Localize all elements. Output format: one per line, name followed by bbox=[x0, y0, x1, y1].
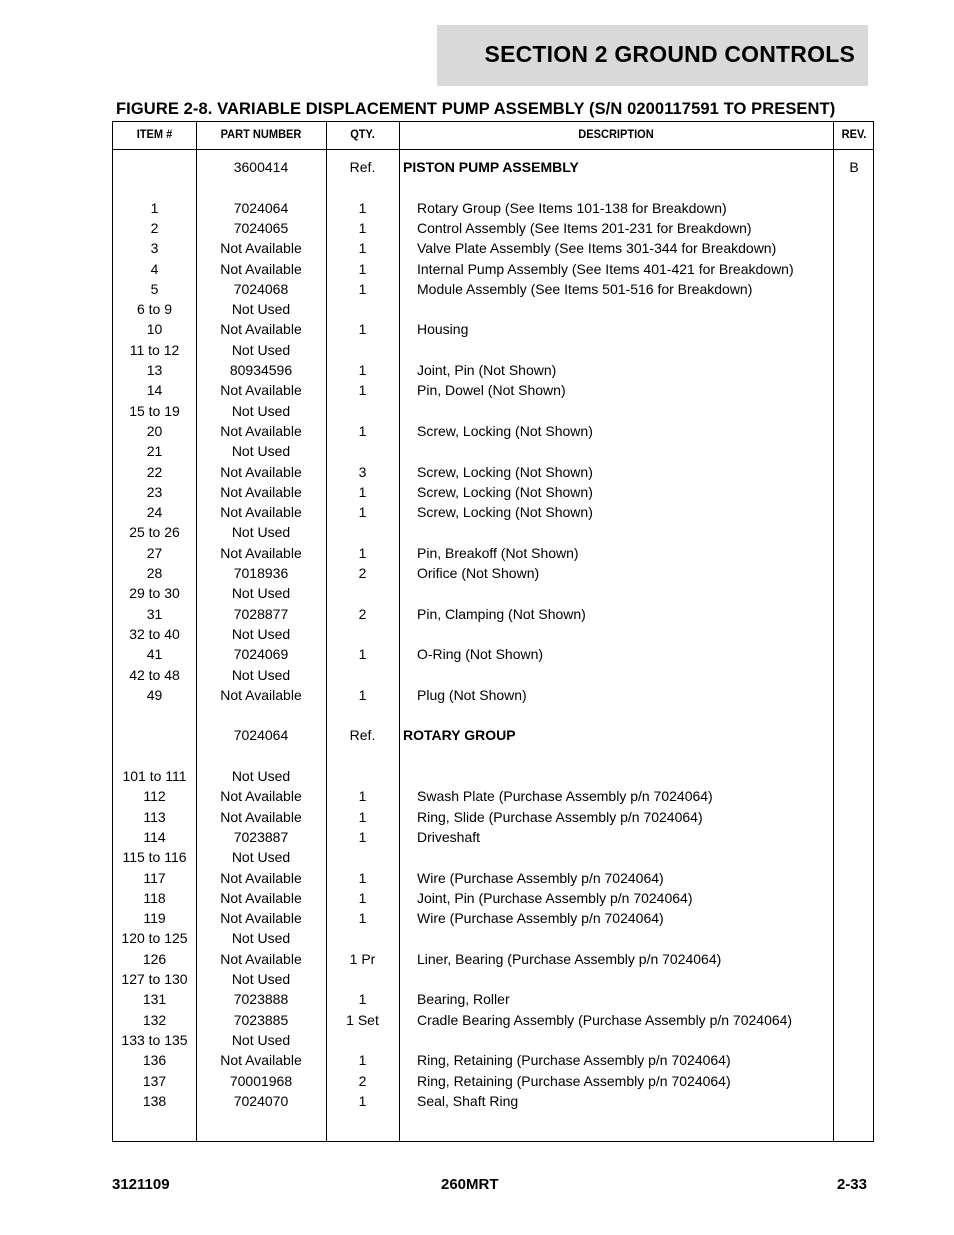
item-number-cell: 127 to 130 bbox=[121, 971, 188, 987]
description-cell: Orifice (Not Shown) bbox=[417, 565, 540, 581]
quantity-cell: 1 Pr bbox=[349, 950, 376, 967]
table-row bbox=[113, 624, 873, 644]
item-number-cell: 133 to 135 bbox=[121, 1031, 188, 1048]
item-number-cell: 23 bbox=[146, 483, 163, 500]
table-row bbox=[113, 1091, 873, 1111]
table-row bbox=[113, 827, 873, 847]
item-number-cell: 28 bbox=[146, 565, 163, 581]
description-cell: Joint, Pin (Purchase Assembly p/n 7024064) bbox=[417, 889, 693, 906]
parts-table bbox=[112, 121, 874, 1142]
item-number-cell: 4 bbox=[150, 260, 159, 277]
table-row bbox=[113, 888, 873, 908]
description-cell: Liner, Bearing (Purchase Assembly p/n 7024064) bbox=[417, 950, 722, 967]
part-number-cell: 80934596 bbox=[229, 362, 293, 378]
description-cell: Housing bbox=[417, 321, 469, 338]
part-number-cell: Not Available bbox=[220, 504, 302, 521]
quantity-cell: 1 bbox=[358, 910, 367, 927]
part-number-cell: Not Available bbox=[220, 321, 302, 338]
part-number-cell: Not Available bbox=[220, 544, 302, 561]
table-row bbox=[113, 1071, 873, 1091]
quantity-cell: 1 bbox=[358, 686, 367, 703]
quantity-cell: 1 bbox=[358, 362, 367, 378]
table-row bbox=[113, 969, 873, 989]
description-cell: Screw, Locking (Not Shown) bbox=[417, 422, 593, 439]
table-row bbox=[113, 1030, 873, 1050]
table-row bbox=[113, 908, 873, 928]
item-number-cell: 32 to 40 bbox=[129, 625, 180, 642]
table-row bbox=[113, 563, 873, 583]
item-number-cell: 120 to 125 bbox=[121, 930, 188, 947]
item-number-cell: 13 bbox=[146, 362, 163, 378]
header-rev: REV. bbox=[841, 127, 867, 141]
part-number-cell: Not Available bbox=[220, 889, 302, 906]
table-row bbox=[113, 807, 873, 827]
part-number-cell: Not Used bbox=[231, 402, 291, 419]
table-heading-row bbox=[113, 725, 873, 745]
item-number-cell: 114 bbox=[143, 828, 166, 845]
item-number-cell: 42 to 48 bbox=[129, 666, 180, 683]
item-number-cell: 22 bbox=[146, 463, 163, 480]
part-number-cell: Not Available bbox=[220, 260, 302, 277]
item-number-cell: 6 to 9 bbox=[136, 301, 173, 318]
table-row bbox=[113, 502, 873, 522]
item-number-cell: 132 bbox=[142, 1011, 167, 1028]
table-row bbox=[113, 319, 873, 339]
item-number-cell: 3 bbox=[150, 240, 159, 257]
part-number-cell: Not Available bbox=[220, 483, 302, 500]
part-number-cell: 7023885 bbox=[233, 1011, 289, 1028]
table-row bbox=[113, 441, 873, 461]
header-description: DESCRIPTION bbox=[578, 127, 654, 141]
footer-page-number: 2-33 bbox=[836, 1176, 867, 1193]
table-row bbox=[113, 340, 873, 360]
part-number-cell: Not Available bbox=[220, 686, 302, 703]
description-cell: Ring, Retaining (Purchase Assembly p/n 7024064) bbox=[417, 1072, 731, 1089]
header-part-number: PART NUMBER bbox=[220, 127, 302, 141]
item-number-cell: 101 to 111 bbox=[122, 768, 187, 784]
description-cell: Pin, Dowel (Not Shown) bbox=[417, 382, 566, 399]
revision-cell: B bbox=[849, 159, 859, 175]
quantity-cell: 1 Set bbox=[346, 1011, 379, 1028]
description-cell: O-Ring (Not Shown) bbox=[417, 646, 544, 663]
table-row bbox=[113, 522, 873, 542]
part-number-cell: 7024064 bbox=[233, 727, 289, 744]
description-cell: Module Assembly (See Items 501-516 for Breakdown) bbox=[417, 280, 753, 297]
part-number-cell: Not Available bbox=[220, 422, 302, 439]
item-number-cell: 20 bbox=[146, 422, 163, 439]
part-number-cell: Not Available bbox=[220, 463, 302, 480]
table-row bbox=[113, 949, 873, 969]
table-row bbox=[113, 1010, 873, 1030]
part-number-cell: Not Used bbox=[231, 849, 291, 866]
part-number-cell: Not Used bbox=[231, 768, 291, 784]
description-cell: Seal, Shaft Ring bbox=[417, 1092, 519, 1109]
quantity-cell: 1 bbox=[358, 889, 367, 906]
description-cell: Valve Plate Assembly (See Items 301-344 for Breakdown) bbox=[417, 240, 777, 257]
item-number-cell: 21 bbox=[146, 443, 163, 460]
quantity-cell: Ref. bbox=[349, 727, 376, 744]
part-number-cell: Not Used bbox=[231, 585, 291, 602]
description-cell: Screw, Locking (Not Shown) bbox=[417, 504, 593, 521]
quantity-cell: 1 bbox=[358, 544, 367, 561]
description-cell: Ring, Slide (Purchase Assembly p/n 7024064) bbox=[417, 808, 703, 825]
quantity-cell: 1 bbox=[358, 808, 367, 825]
quantity-cell: 3 bbox=[358, 463, 367, 480]
description-cell: Driveshaft bbox=[417, 828, 481, 845]
header-qty: QTY. bbox=[350, 127, 375, 141]
quantity-cell: 1 bbox=[358, 991, 367, 1008]
part-number-cell: Not Available bbox=[220, 1052, 302, 1069]
part-number-cell: 7018936 bbox=[233, 565, 289, 581]
item-number-cell: 136 bbox=[142, 1052, 167, 1069]
table-row bbox=[113, 279, 873, 299]
description-cell: Internal Pump Assembly (See Items 401-421 for Breakdown) bbox=[417, 260, 794, 277]
figure-title: FIGURE 2-8. VARIABLE DISPLACEMENT PUMP ASSEMBLY (S/N 0200117591 TO PRESENT) bbox=[116, 100, 836, 118]
description-cell: ROTARY GROUP bbox=[403, 727, 516, 744]
table-row bbox=[113, 604, 873, 624]
description-cell: Pin, Breakoff (Not Shown) bbox=[417, 544, 579, 561]
header-item: ITEM # bbox=[136, 127, 173, 141]
part-number-cell: 7024069 bbox=[233, 646, 289, 663]
part-number-cell: Not Available bbox=[220, 808, 302, 825]
item-number-cell: 115 to 116 bbox=[122, 849, 187, 866]
description-cell: Control Assembly (See Items 201-231 for Breakdown) bbox=[417, 219, 752, 236]
table-row bbox=[113, 380, 873, 400]
part-number-cell: Not Available bbox=[220, 382, 302, 399]
table-row bbox=[113, 482, 873, 502]
table-row bbox=[113, 665, 873, 685]
item-number-cell: 113 bbox=[143, 808, 166, 825]
part-number-cell: Not Used bbox=[231, 1031, 291, 1048]
part-number-cell: 7024065 bbox=[233, 219, 289, 236]
item-number-cell: 14 bbox=[146, 382, 163, 399]
table-row bbox=[113, 989, 873, 1009]
part-number-cell: 7024068 bbox=[233, 280, 289, 297]
table-row bbox=[113, 462, 873, 482]
item-number-cell: 27 bbox=[146, 544, 163, 561]
part-number-cell: Not Used bbox=[231, 666, 291, 683]
description-cell: Screw, Locking (Not Shown) bbox=[417, 463, 593, 480]
part-number-cell: 7028877 bbox=[233, 605, 289, 622]
table-row bbox=[113, 401, 873, 421]
item-number-cell: 112 bbox=[143, 788, 166, 805]
item-number-cell: 137 bbox=[142, 1072, 167, 1089]
part-number-cell: Not Available bbox=[220, 240, 302, 257]
table-row bbox=[113, 644, 873, 664]
section-banner bbox=[437, 25, 868, 86]
table-row bbox=[113, 685, 873, 705]
item-number-cell: 126 bbox=[142, 950, 167, 967]
table-row bbox=[113, 1050, 873, 1070]
item-number-cell: 25 to 26 bbox=[129, 524, 180, 541]
description-cell: Wire (Purchase Assembly p/n 7024064) bbox=[417, 869, 664, 886]
part-number-cell: Not Available bbox=[220, 910, 302, 927]
item-number-cell: 10 bbox=[146, 321, 163, 338]
description-cell: Pin, Clamping (Not Shown) bbox=[417, 605, 586, 622]
quantity-cell: 1 bbox=[358, 869, 367, 886]
item-number-cell: 1 bbox=[150, 199, 159, 216]
table-row bbox=[113, 543, 873, 563]
quantity-cell: 1 bbox=[358, 646, 367, 663]
item-number-cell: 29 to 30 bbox=[129, 585, 180, 602]
item-number-cell: 119 bbox=[143, 910, 166, 927]
table-row bbox=[113, 421, 873, 441]
description-cell: Screw, Locking (Not Shown) bbox=[417, 483, 593, 500]
item-number-cell: 5 bbox=[150, 280, 159, 297]
table-row bbox=[113, 360, 873, 380]
footer-publication-number: 3121109 bbox=[112, 1176, 170, 1193]
table-row bbox=[113, 238, 873, 258]
quantity-cell: 2 bbox=[358, 565, 367, 581]
description-cell: Bearing, Roller bbox=[417, 991, 510, 1008]
quantity-cell: Ref. bbox=[349, 159, 376, 175]
part-number-cell: Not Used bbox=[231, 301, 291, 318]
part-number-cell: Not Used bbox=[231, 930, 291, 947]
item-number-cell: 118 bbox=[143, 889, 166, 906]
quantity-cell: 1 bbox=[358, 382, 367, 399]
quantity-cell: 1 bbox=[358, 321, 367, 338]
table-row bbox=[113, 786, 873, 806]
quantity-cell: 1 bbox=[358, 828, 367, 845]
part-number-cell: Not Used bbox=[231, 625, 291, 642]
table-row bbox=[113, 847, 873, 867]
quantity-cell: 1 bbox=[358, 260, 367, 277]
item-number-cell: 24 bbox=[146, 504, 163, 521]
item-number-cell: 117 bbox=[143, 869, 166, 886]
quantity-cell: 1 bbox=[358, 483, 367, 500]
footer-model: 260MRT bbox=[441, 1176, 499, 1193]
quantity-cell: 1 bbox=[358, 199, 367, 216]
table-row bbox=[113, 259, 873, 279]
table-row bbox=[113, 299, 873, 319]
quantity-cell: 1 bbox=[358, 422, 367, 439]
section-title: SECTION 2 GROUND CONTROLS bbox=[484, 41, 855, 67]
part-number-cell: Not Available bbox=[220, 869, 302, 886]
table-row bbox=[113, 218, 873, 238]
table-row bbox=[113, 583, 873, 603]
part-number-cell: 7024070 bbox=[233, 1092, 289, 1109]
part-number-cell: 7023888 bbox=[233, 991, 289, 1008]
table-row bbox=[113, 198, 873, 218]
quantity-cell: 1 bbox=[358, 1092, 367, 1109]
description-cell: Cradle Bearing Assembly (Purchase Assembly p/n 7024064) bbox=[417, 1011, 793, 1028]
description-cell: Ring, Retaining (Purchase Assembly p/n 7024064) bbox=[417, 1052, 731, 1069]
part-number-cell: Not Used bbox=[231, 524, 291, 541]
part-number-cell: 7024064 bbox=[233, 199, 289, 216]
part-number-cell: 70001968 bbox=[229, 1072, 293, 1089]
part-number-cell: Not Available bbox=[220, 950, 302, 967]
item-number-cell: 131 bbox=[142, 991, 167, 1008]
quantity-cell: 2 bbox=[358, 605, 367, 622]
description-cell: Wire (Purchase Assembly p/n 7024064) bbox=[417, 910, 664, 927]
part-number-cell: Not Used bbox=[231, 971, 291, 987]
quantity-cell: 1 bbox=[358, 504, 367, 521]
part-number-cell: 7023887 bbox=[233, 828, 289, 845]
item-number-cell: 15 to 19 bbox=[129, 402, 180, 419]
header-divider bbox=[113, 149, 873, 150]
quantity-cell: 1 bbox=[358, 1052, 367, 1069]
item-number-cell: 138 bbox=[142, 1092, 167, 1109]
quantity-cell: 1 bbox=[358, 219, 367, 236]
quantity-cell: 1 bbox=[358, 788, 367, 805]
description-cell: Joint, Pin (Not Shown) bbox=[417, 362, 557, 378]
description-cell: Rotary Group (See Items 101-138 for Breakdown) bbox=[417, 199, 727, 216]
table-heading-row bbox=[113, 157, 873, 177]
quantity-cell: 1 bbox=[358, 280, 367, 297]
description-cell: PISTON PUMP ASSEMBLY bbox=[403, 159, 579, 175]
quantity-cell: 1 bbox=[358, 240, 367, 257]
item-number-cell: 31 bbox=[146, 605, 163, 622]
part-number-cell: Not Used bbox=[231, 443, 291, 460]
item-number-cell: 11 to 12 bbox=[129, 341, 180, 358]
table-row bbox=[113, 868, 873, 888]
item-number-cell: 41 bbox=[146, 646, 163, 663]
quantity-cell: 2 bbox=[358, 1072, 367, 1089]
table-row bbox=[113, 928, 873, 948]
description-cell: Swash Plate (Purchase Assembly p/n 7024064) bbox=[417, 788, 713, 805]
item-number-cell: 49 bbox=[146, 686, 163, 703]
part-number-cell: Not Used bbox=[231, 341, 291, 358]
description-cell: Plug (Not Shown) bbox=[417, 686, 527, 703]
part-number-cell: Not Available bbox=[220, 788, 302, 805]
item-number-cell: 2 bbox=[150, 219, 159, 236]
part-number-cell: 3600414 bbox=[233, 159, 289, 175]
table-row bbox=[113, 766, 873, 786]
